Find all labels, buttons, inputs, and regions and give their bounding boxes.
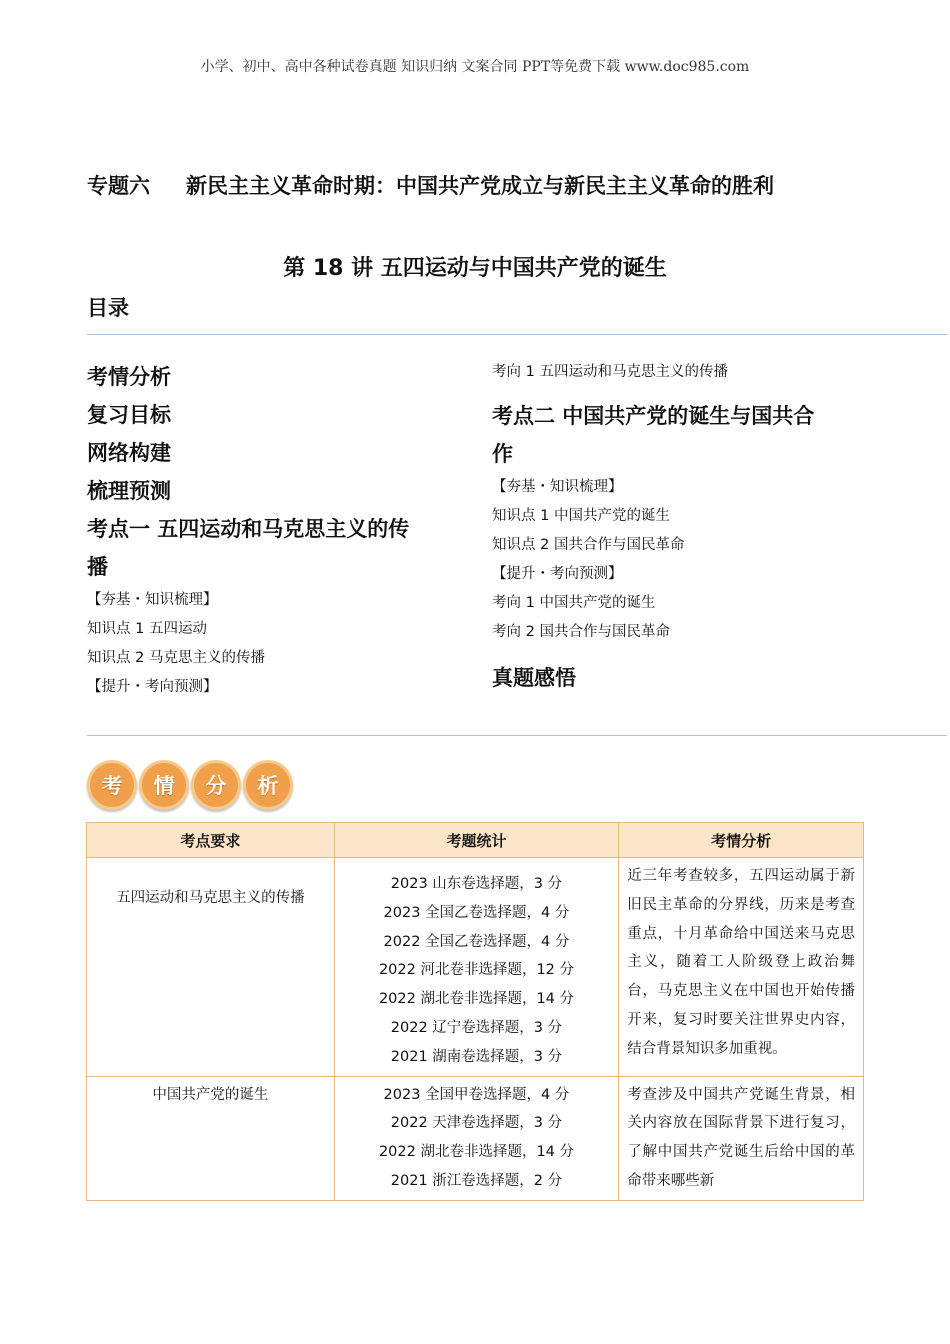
section-badge-exam-analysis — [87, 760, 295, 812]
topic-heading — [87, 170, 774, 200]
stat-item: 2021 湖南卷选择题，3 分 — [390, 1048, 563, 1065]
badge-char: 考 — [87, 760, 137, 810]
stat-item: 2022 辽宁卷选择题，3 分 — [390, 1019, 563, 1036]
toc-entry-point-two[interactable]: 考点二 中国共产党的诞生与国共合 — [492, 404, 815, 428]
stat-item: 2022 天津卷选择题，3 分 — [390, 1115, 563, 1132]
requirement-cell: 五四运动和马克思主义的传播 — [87, 858, 335, 1077]
toc-entry-forecast[interactable]: 梳理预测 — [87, 479, 171, 503]
toc-bottom-divider — [87, 735, 947, 736]
toc-direction-3[interactable]: 考向 2 国共合作与国民革命 — [492, 624, 670, 640]
toc-bracket-basics-2: 【夯基・知识梳理】 — [492, 479, 623, 495]
toc-entry-network[interactable]: 网络构建 — [87, 441, 171, 465]
stat-item: 2022 湖北卷非选择题，14 分 — [378, 1144, 575, 1161]
column-header: 考点要求 — [87, 823, 335, 858]
stat-item: 2023 全国甲卷选择题，4 分 — [383, 1086, 570, 1103]
stats-cell — [334, 1076, 619, 1200]
badge-char: 析 — [243, 760, 293, 810]
table-row — [87, 1076, 864, 1200]
requirement-cell: 中国共产党的诞生 — [87, 1076, 335, 1200]
stat-item: 2022 全国乙卷选择题，4 分 — [383, 933, 570, 950]
badge-char: 分 — [191, 760, 241, 810]
page-header: 小学、初中、高中各种试卷真题 知识归纳 文案合同 PPT等免费下载 www.doc985.com — [200, 59, 750, 75]
table-row — [87, 858, 864, 1077]
analysis-cell: 考查涉及中国共产党诞生背景，相关内容放在国际背景下进行复习，了解中国共产党诞生后给中国的革命带来哪些新 — [619, 1076, 864, 1200]
toc-direction-2[interactable]: 考向 1 中国共产党的诞生 — [492, 595, 656, 611]
toc-knowledge-1[interactable]: 知识点 1 五四运动 — [87, 621, 207, 637]
toc-title: 目录 — [87, 296, 129, 320]
toc-right-column — [492, 358, 862, 697]
toc-bracket-basics: 【夯基・知识梳理】 — [87, 592, 218, 608]
toc-entry-point-one-cont[interactable]: 播 — [87, 555, 108, 579]
toc-entry-analysis[interactable]: 考情分析 — [87, 365, 171, 389]
toc-direction-1[interactable]: 考向 1 五四运动和马克思主义的传播 — [492, 364, 728, 380]
toc-left-column — [87, 358, 467, 702]
exam-analysis-table — [86, 822, 864, 1201]
stat-item: 2022 河北卷非选择题，12 分 — [378, 962, 575, 979]
stat-item: 2023 山东卷选择题，3 分 — [390, 876, 563, 892]
toc-knowledge-2[interactable]: 知识点 2 马克思主义的传播 — [87, 650, 265, 666]
stat-item: 2023 全国乙卷选择题，4 分 — [383, 904, 570, 921]
stat-item: 2022 湖北卷非选择题，14 分 — [378, 991, 575, 1008]
toc-entry-point-one[interactable]: 考点一 五四运动和马克思主义的传 — [87, 517, 410, 541]
toc-bracket-advance-2: 【提升・考向预测】 — [492, 566, 623, 582]
toc-entry-real-exam[interactable]: 真题感悟 — [492, 666, 576, 690]
toc-entry-goals[interactable]: 复习目标 — [87, 403, 171, 427]
toc-top-divider — [87, 334, 947, 335]
topic-title: 新民主主义革命时期：中国共产党成立与新民主主义革命的胜利 — [186, 174, 774, 198]
stat-item: 2021 浙江卷选择题，2 分 — [390, 1172, 563, 1189]
lecture-title: 第 18 讲 五四运动与中国共产党的诞生 — [283, 256, 667, 281]
stats-cell — [334, 858, 619, 1077]
column-header: 考情分析 — [619, 823, 864, 858]
analysis-cell: 近三年考查较多，五四运动属于新旧民主革命的分界线，历来是考查重点，十月革命给中国送来马克思主义，随着工人阶级登上政治舞台，马克思主义在中国也开始传播开来，复习时要关注世界史内容，结合背景知识多加重视。 — [619, 858, 864, 1077]
column-header: 考题统计 — [334, 823, 619, 858]
topic-label: 专题六 — [87, 174, 150, 198]
badge-char: 情 — [139, 760, 189, 810]
table-header-row — [87, 823, 864, 858]
toc-knowledge-3[interactable]: 知识点 1 中国共产党的诞生 — [492, 508, 670, 524]
toc-knowledge-4[interactable]: 知识点 2 国共合作与国民革命 — [492, 537, 685, 553]
toc-bracket-advance: 【提升・考向预测】 — [87, 679, 218, 695]
toc-entry-point-two-cont[interactable]: 作 — [492, 442, 513, 466]
